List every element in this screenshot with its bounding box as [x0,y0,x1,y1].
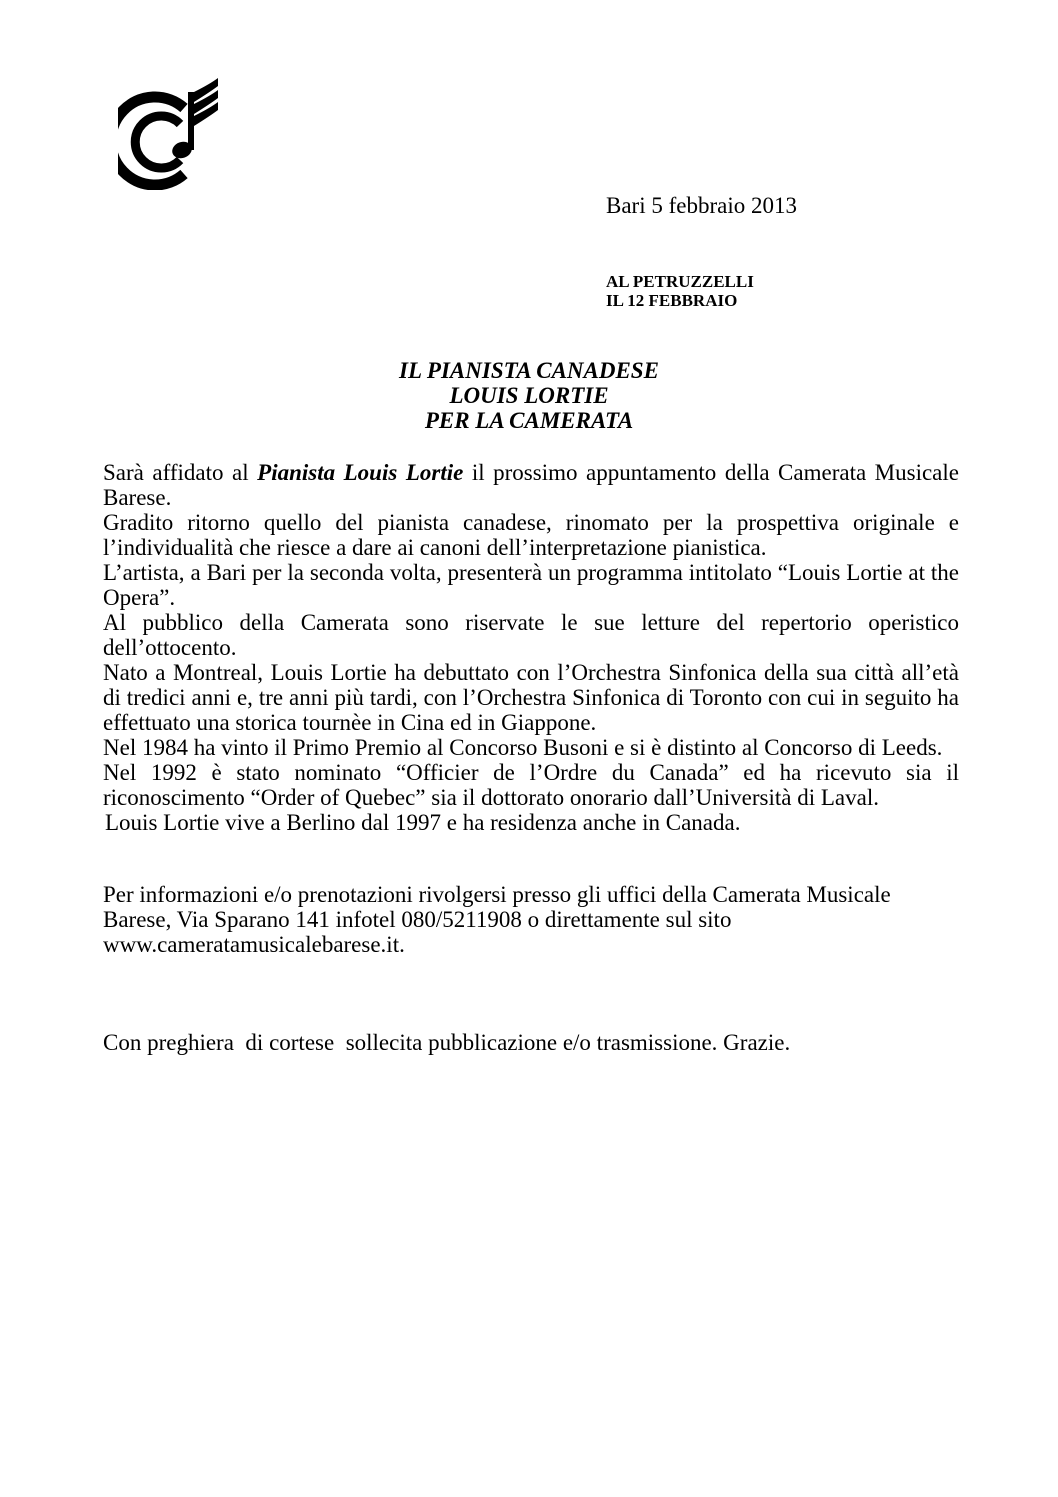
contact-info [103,882,959,957]
paragraph-2: Gradito ritorno quello del pianista canadese, rinomato per la prospettiva originale e l’individualità che riesce a dare ai canoni dell’interpretazione pianistica. [103,510,959,560]
contact-info-line-2: Barese, Via Sparano 141 infotel 080/5211908 o direttamente sul sito [103,907,732,932]
paragraph-3: L’artista, a Bari per la seconda volta, presenterà un programma intitolato “Louis Lortie at the Opera”. [103,560,959,610]
camerata-musical-note-logo-icon [118,78,222,190]
website-url: www.cameratamusicalebarese.it. [103,932,405,957]
paragraph-1-start: Sarà affidato al [103,460,258,485]
headline [0,358,1058,433]
paragraph-8: Louis Lortie vive a Berlino dal 1997 e ha residenza anche in Canada. [105,810,741,835]
contact-info-line-1: Per informazioni e/o prenotazioni rivolgersi presso gli uffici della Camerata Musicale [103,882,891,907]
paragraph-4: Al pubblico della Camerata sono riservate le sue letture del repertorio operistico dell’ottocento. [103,610,959,660]
venue-line: AL PETRUZZELLI [606,272,754,291]
event-venue-and-date [606,272,754,310]
paragraph-6: Nel 1984 ha vinto il Primo Premio al Concorso Busoni e si è distinto al Concorso di Leeds. [103,735,943,760]
artist-name-emphasis: Pianista Louis Lortie [257,460,464,485]
closing-request: Con preghiera di cortese sollecita pubblicazione e/o trasmissione. Grazie. [103,1030,791,1055]
event-date-line: IL 12 FEBBRAIO [606,291,738,310]
paragraph-1-end: il prossimo appuntamento della Camerata Musicale Barese. [103,460,959,510]
letter-date: Bari 5 febbraio 2013 [606,193,797,218]
paragraph-7: Nel 1992 è stato nominato “Officier de l’Ordre du Canada” ed ha ricevuto sia il riconoscimento “Order of Quebec” sia il dottorato onorario dall’Università di Laval. [103,760,959,810]
press-release-body [103,460,959,835]
headline-line-1: IL PIANISTA CANADESE [399,358,659,383]
paragraph-1 [103,460,959,510]
headline-line-2: LOUIS LORTIE [449,383,609,408]
paragraph-5: Nato a Montreal, Louis Lortie ha debuttato con l’Orchestra Sinfonica della sua città all’età di tredici anni e, tre anni più tardi, con l’Orchestra Sinfonica di Toronto con cui in seguito ha effettuato una storica tournèe in Cina ed in Giappone. [103,660,959,735]
headline-line-3: PER LA CAMERATA [424,408,634,433]
